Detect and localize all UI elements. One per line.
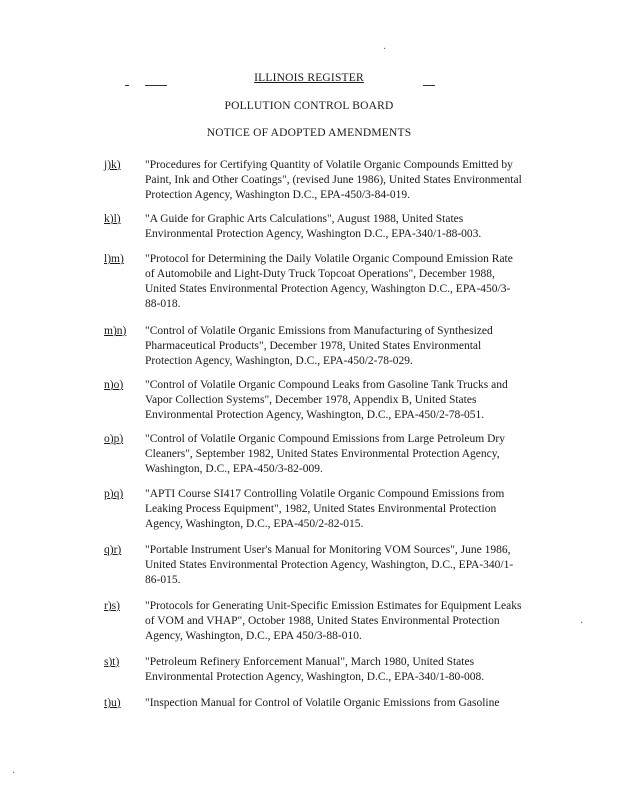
scan-mark: · <box>383 44 387 55</box>
item-label: n)o) <box>104 379 124 391</box>
scan-mark: · <box>12 768 16 779</box>
item-text: "Protocols for Generating Unit-Specific Emission Estimates for Equipment Leaks of VOM and VHAP", October 1988, United States Environmental Protection Agency, Washington, D.C., EPA 450/3-88-010. <box>145 600 522 642</box>
item-label: l)m) <box>104 253 124 265</box>
item-label: p)q) <box>104 488 124 500</box>
item-text: "Protocol for Determining the Daily Volatile Organic Compound Emission Rate of Automobile and Light-Duty Truck Topcoat Operations", December 1988, United States Environmental Protection Agency, Washington D.C., EPA-450/3- 88-018. <box>145 253 513 310</box>
notice-title: NOTICE OF ADOPTED AMENDMENTS <box>206 127 412 139</box>
register-title-text: ILLINOIS REGISTER <box>254 72 364 84</box>
item-label: t)u) <box>104 697 121 709</box>
item-label: s)t) <box>104 656 120 668</box>
item-label: r)s) <box>104 600 120 612</box>
register-title <box>0 72 618 84</box>
item-text: "APTI Course SI417 Controlling Volatile Organic Compound Emissions from Leaking Process Equipment", 1982, United States Environmental Protection Agency, Washington, D.C., EPA-450/2-82-015. <box>145 488 505 530</box>
header-dash-right <box>423 85 435 86</box>
item-text: "Control of Volatile Organic Compound Leaks from Gasoline Tank Trucks and Vapor Collection Systems", December 1978, Appendix B, United States Environmental Protection Agency, Washington, D.C., EPA-450/2-78-051. <box>145 379 508 421</box>
item-label: j)k) <box>104 159 121 171</box>
header-dash-left <box>145 85 167 86</box>
item-text: "Petroleum Refinery Enforcement Manual", March 1980, United States Environmental Protection Agency, Washington, D.C., EPA-340/1-80-008. <box>145 656 485 683</box>
item-text: "Portable Instrument User's Manual for Monitoring VOM Sources", June 1986, United States Environmental Protection Agency, Washington, D.C., EPA-340/1- 86-015. <box>145 544 514 586</box>
item-text: "Procedures for Certifying Quantity of Volatile Organic Compounds Emitted by Paint, Ink and Other Coatings", (revised June 1986), United States Environmental Protection Agency, Washington D.C., EPA-450/3-84-019. <box>145 159 522 201</box>
item-text: "A Guide for Graphic Arts Calculations", August 1988, United States Environmental Protection Agency, Washington D.C., EPA-340/1-88-003. <box>145 213 482 240</box>
item-text: "Control of Volatile Organic Compound Emissions from Large Petroleum Dry Cleaners", September 1982, United States Environmental Protection Agency, Washington, D.C., EPA-450/3-82-009. <box>145 433 505 475</box>
item-label: o)p) <box>104 433 124 445</box>
header-dash-tick <box>125 85 129 86</box>
item-text: "Control of Volatile Organic Emissions from Manufacturing of Synthesized Pharmaceutical Products", December 1978, United States Environmental Protection Agency, Washington, D.C., EPA-450/2-78-029. <box>145 325 493 367</box>
board-title: POLLUTION CONTROL BOARD <box>224 100 394 112</box>
item-text: "Inspection Manual for Control of Volatile Organic Emissions from Gasoline <box>145 697 500 709</box>
scan-mark: · <box>580 618 584 629</box>
item-label: q)r) <box>104 544 122 556</box>
item-label: k)l) <box>104 213 121 225</box>
item-label: m)n) <box>104 325 127 337</box>
